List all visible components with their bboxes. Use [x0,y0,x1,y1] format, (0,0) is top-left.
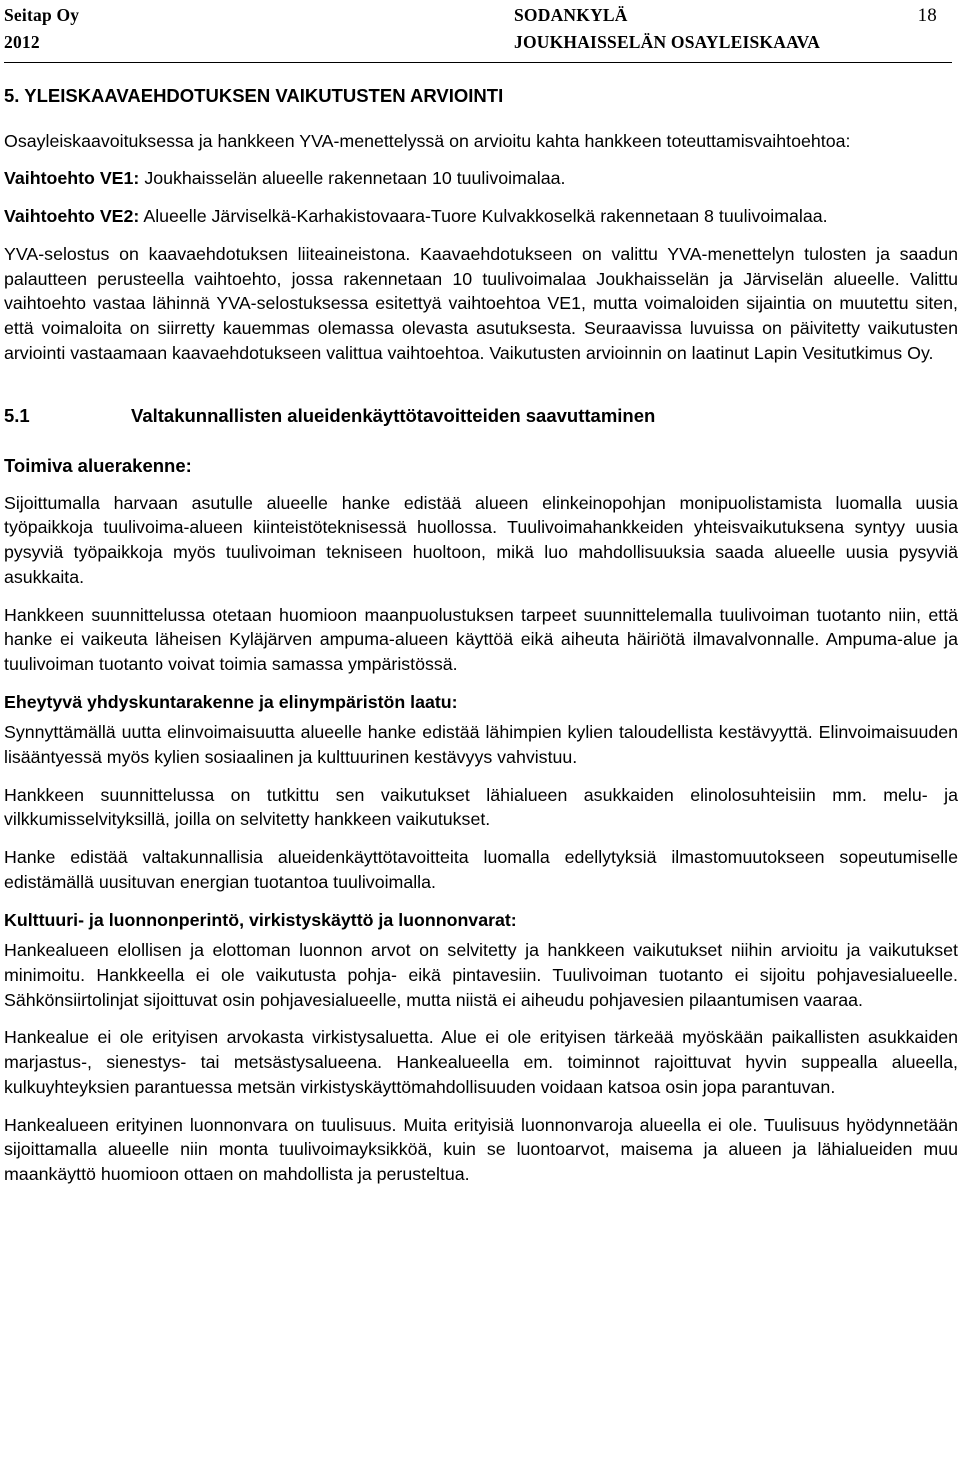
header-plan-name: JOUKHAISSELÄN OSAYLEISKAAVA [514,32,821,52]
eheytyva-paragraph-2: Hankkeen suunnittelussa on tutkittu sen vaikutukset lähialueen asukkaiden elinolosuhteisiin mm. melu- ja vilkkumisselvityksillä, joilla on selvitetty hankkeen vaikutukset. [4,784,958,830]
eheytyva-paragraph-3: Hanke edistää valtakunnallisia alueidenkäyttötavoitteita luomalla edellytyksiä ilmastomuutokseen sopeutumiselle edistämällä uusituvan energian tuotantoa tuulivoimalla. [4,847,958,892]
kulttuuri-heading: Kulttuuri- ja luonnonperintö, virkistyskäyttö ja luonnonvarat: [4,909,517,930]
kulttuuri-paragraph-2: Hankealue ei ole erityisen arvokasta virkistysaluetta. Alue ei ole erityisen tärkeää myöskään paikallisten asukkaiden marjastus-, sienestys- tai metsästysalueena. Hankealueella em. toiminnot rajoittuvat hyvin suppealla alueella, kulkuyhteyksien parantuessa metsän virkistyskäyttömahdollisuuden voidaan katsoa osin jopa parantuvan. [4,1027,958,1097]
kulttuuri-paragraph-1: Hankealueen elollisen ja elottoman luonnon arvot on selvitetty ja hankkeen vaikutukset niihin arvioitu ja vaikutukset minimoitu. Hankkeella ei ole vaikutusta pohja- eikä pintavesiin. Tuulivoiman tuotanto ei sijoitu pohjavesialueelle. Sähkönsiirtolinjat sijoittuvat osin pohjavesialueelle, mutta niistä ei aiheudu pohjavesien pilaantumisen vaaraa. [4,940,958,1010]
toimiva-heading: Toimiva aluerakenne: [4,455,192,477]
header-rule [4,62,952,63]
subsection-title: Valtakunnallisten alueidenkäyttötavoitteiden saavuttaminen [131,405,656,427]
page-number: 18 [917,5,937,26]
section-title: 5. YLEISKAAVAEHDOTUKSEN VAIKUTUSTEN ARVIOINTI [4,85,504,106]
kulttuuri-paragraph-3: Hankealueen erityinen luonnonvara on tuulisuus. Muita erityisiä luonnonvaroja alueella ei ole. Tuulisuus hyödynnetään sijoittamalla alueelle niin monta tuulivoimayksikköä, kuin se luontoarvot, maisema ja alueen ja lähialueiden muu maankäyttö huomioon ottaen on mahdollista ja perusteltua. [4,1114,958,1184]
intro-paragraph: Osayleiskaavoituksessa ja hankkeen YVA-menettelyssä on arvioitu kahta hankkeen toteuttamisvaihtoehtoa: [4,130,851,151]
subsection-heading [4,404,958,429]
toimiva-paragraph-1: Sijoittumalla harvaan asutulle alueelle hanke edistää alueen elinkeinopohjan monipuolistamista luomalla uusia työpaikkoja tuulivoima-alueen kiinteistöteknisessä huollossa. Tuulivoimahankkeiden yhteisvaikutuksena syntyy uusia pysyviä työpaikkoja myös tuulivoiman tekniseen huoltoon, mikä luo mahdollisuuksia saada alueelle uusia pysyviä asukkaita. [4,492,958,587]
ve2-paragraph [4,204,958,229]
eheytyva-paragraph-1: Synnyttämällä uutta elinvoimaisuutta alueelle hanke edistää lähimpien kylien taloudellista kestävyyttä. Elinvoimaisuuden lisääntyessä myös kylien sosiaalinen ja kulttuurinen kestävyys vahvistuu. [4,722,958,768]
header-right [918,2,937,29]
ve2-text: Alueelle Järviselkä-Karhakistovaara-Tuore Kulvakkoselkä rakennetaan 8 tuulivoimalaa. [143,206,828,227]
header-municipality: SODANKYLÄ [514,5,628,25]
ve1-text: Joukhaisselän alueelle rakennetaan 10 tuulivoimalaa. [144,168,566,189]
ve1-label: Vaihtoehto VE1: [4,168,140,189]
header-year: 2012 [4,32,40,52]
subsection-number: 5.1 [4,405,30,427]
yva-paragraph: YVA-selostus on kaavaehdotuksen liiteaineistona. Kaavaehdotukseen on valittu YVA-menettelyn tulosten ja saadun palautteen perusteella vaihtoehto, jossa rakennetaan 10 tuulivoimalaa Joukhaisselän ja Järviselän alueelle. Valittu vaihtoehto vastaa lähinnä YVA-selostuksessa esitettyä vaihtoehtoa VE1, mutta voimaloiden sijaintia on muutettu siten, että voimaloita on siirretty kauemmas olemassa olevasta asutuksesta. Seuraavissa luvuissa on päivitetty vaikutusten arviointi vastaamaan kaavaehdotukseen valittua vaihtoehtoa. Vaikutusten arvioinnin on laatinut Lapin Vesitutkimus Oy. [4,243,958,363]
toimiva-paragraph-2: Hankkeen suunnittelussa otetaan huomioon maanpuolustuksen tarpeet suunnittelemalla tuulivoiman tuotanto niin, että hanke ei vaikeuta läheisen Kyläjärven ampuma-alueen käyttöä eikä aiheuta häiriötä ilmavalvonnalle. Ampuma-alue ja tuulivoiman tuotanto voivat toimia samassa ympäristössä. [4,604,958,674]
header-center [514,2,820,56]
document-body [4,84,958,1200]
ve2-label: Vaihtoehto VE2: [4,206,140,227]
eheytyva-heading: Eheytyvä yhdyskuntarakenne ja elinympäristön laatu: [4,691,458,712]
ve1-paragraph [4,166,958,191]
header-company: Seitap Oy [4,5,80,25]
header-left [4,2,79,56]
